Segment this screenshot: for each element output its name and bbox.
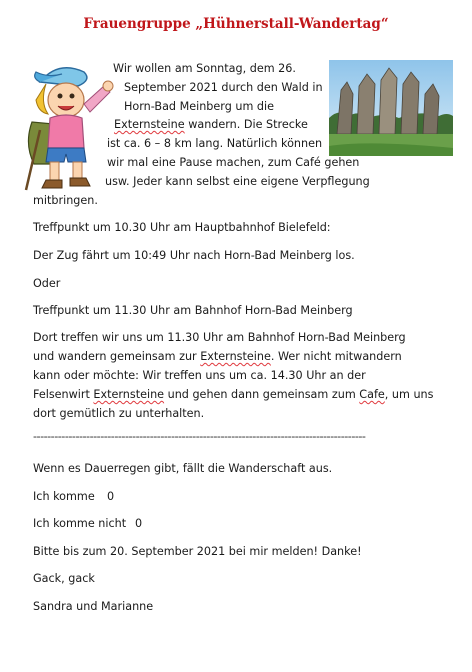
rain-notice: Wenn es Dauerregen gibt, fällt die Wanderschaft aus. [33,462,333,475]
document-title: Frauengruppe „Hühnerstall-Wandertag“ [83,16,389,32]
para-line-2-c: . Wer nicht mitwandern [270,350,402,363]
intro-line-3: Horn-Bad Meinberg um die [124,100,274,113]
para-line-4-e: , um uns [384,388,434,401]
meeting-point-bielefeld: Treffpunkt um 10.30 Uhr am Hauptbahnhof Bielefeld: [33,221,331,234]
para-line-4-a: Felsenwirt [33,388,94,401]
intro-line-6: wir mal eine Pause machen, zum Café gehen [107,156,360,169]
intro-line-4-rest: wandern. Die Strecke [184,118,308,131]
intro-line-7: usw. Jeder kann selbst eine eigene Verpflegung [105,175,370,188]
attend-yes-box[interactable]: 0 [107,490,115,503]
signature: Sandra und Marianne [33,600,154,613]
para-line-2-a: und wandern gemeinsam zur [33,350,201,363]
para-line-1: Dort treffen wir uns um 11.30 Uhr am Bahnhof Horn-Bad Meinberg [33,331,406,344]
intro-line-2: September 2021 durch den Wald in [124,81,323,94]
intro-line-4 [114,118,308,132]
greeting: Gack, gack [33,572,95,585]
spellcheck-word: Externsteine [93,388,165,401]
para-line-4 [33,388,433,402]
hiker-clipart [18,52,122,192]
spellcheck-word: Externsteine [200,350,271,363]
train-departure: Der Zug fährt um 10:49 Uhr nach Horn-Bad Meinberg los. [33,249,355,262]
para-line-3: kann oder möchte: Wir treffen uns um ca. 14.30 Uhr an der [33,369,366,382]
attend-yes-label: Ich komme [33,490,95,503]
attend-no-box[interactable]: 0 [135,517,143,530]
externsteine-photo [329,60,453,156]
spellcheck-word: Cafe [359,388,385,401]
para-line-2 [33,350,402,364]
meeting-point-horn: Treffpunkt um 11.30 Uhr am Bahnhof Horn-Bad Meinberg [33,304,353,317]
rsvp-request: Bitte bis zum 20. September 2021 bei mir melden! Danke! [33,545,362,558]
para-line-4-c: und gehen dann gemeinsam zum [164,388,360,401]
para-line-5: dort gemütlich zu unterhalten. [33,407,205,420]
or-label: Oder [33,277,61,290]
intro-line-8: mitbringen. [33,194,98,207]
attend-no-label: Ich komme nicht [33,517,127,530]
divider-line: ---------------------------------------------------------------------------------------------- [33,430,366,443]
intro-line-1: Wir wollen am Sonntag, dem 26. [113,62,296,75]
spellcheck-word: Externsteine [114,118,185,131]
intro-line-5: ist ca. 6 – 8 km lang. Natürlich können [107,137,323,150]
